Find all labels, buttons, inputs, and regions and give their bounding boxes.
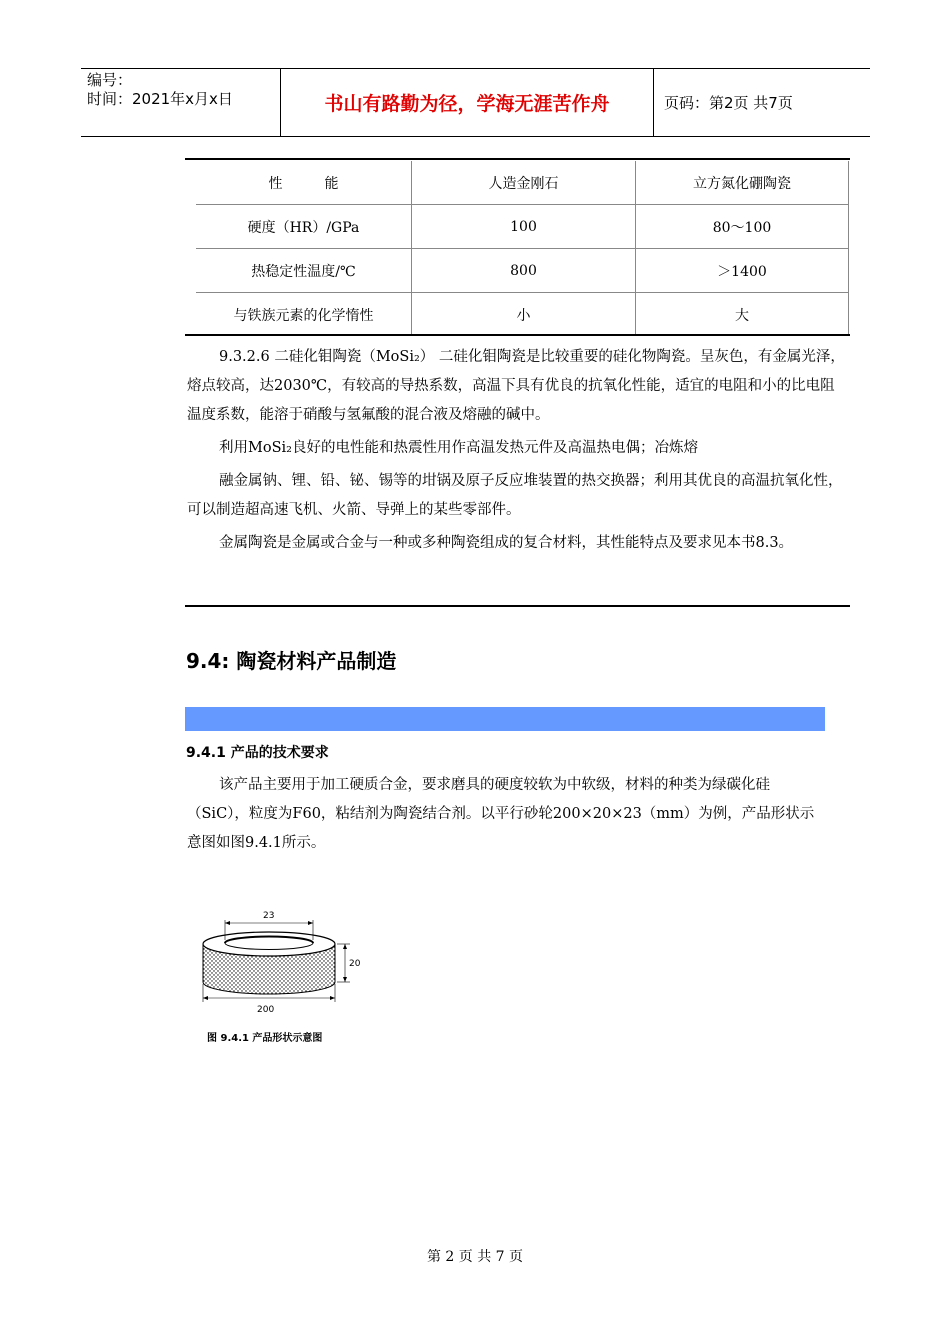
table-row xyxy=(196,205,849,249)
figure-caption: 图 9.4.1 产品形状示意图 xyxy=(207,1033,323,1044)
arrow-icon xyxy=(225,921,230,925)
table-cell: ＞1400 xyxy=(636,249,849,293)
dim-inner-label: 23 xyxy=(263,911,275,921)
arrow-icon xyxy=(308,921,313,925)
paragraph: 该产品主要用于加工硬质合金，要求磨具的硬度较软为中软级，材料的种类为绿碳化硅（SiC），粒度为F60，粘结剂为陶瓷结合剂。以平行砂轮200×20×23（mm）为例，产品形状示意图如图9.4.1所示。 xyxy=(187,777,815,851)
time-label: 时间：2021年x月x日 xyxy=(87,90,233,108)
header-meta xyxy=(81,69,281,136)
subsection-title: 9.4.1 产品的技术要求 xyxy=(186,745,329,761)
table-header-cell: 人造金刚石 xyxy=(412,161,636,205)
header-motto: 书山有路勤为径，学海无涯苦作舟 xyxy=(281,69,654,136)
table-cell: 大 xyxy=(636,293,849,337)
table-cell: 与铁族元素的化学惰性 xyxy=(196,293,412,337)
table-cell: 硬度（HR）/GPa xyxy=(196,205,412,249)
table-header-cell: 性 能 xyxy=(196,161,412,205)
table-header-row xyxy=(196,161,849,205)
section-title: 9.4: 陶瓷材料产品制造 xyxy=(186,649,397,673)
table-cell: 100 xyxy=(412,205,636,249)
tech-requirements xyxy=(187,771,827,858)
table-cell: 热稳定性温度/℃ xyxy=(196,249,412,293)
number-label: 编号： xyxy=(87,71,133,89)
table-cell: 800 xyxy=(412,249,636,293)
section-rule xyxy=(185,605,850,607)
header-page-label: 页码：第2页 共7页 xyxy=(664,94,793,112)
section-color-bar xyxy=(185,707,825,731)
figure-941 xyxy=(195,900,385,1044)
table-cell: 小 xyxy=(412,293,636,337)
page-footer: 第 2 页 共 7 页 xyxy=(426,1249,524,1265)
paragraph: 利用MoSi₂良好的电性能和热震性用作高温发热元件及高温热电偶；冶炼熔 xyxy=(219,440,698,456)
paragraph: 9.3.2.6 二硅化钼陶瓷（MoSi₂） 二硅化钼陶瓷是比较重要的硅化物陶瓷。呈灰色，有金属光泽，熔点较高，达2030℃，有较高的导热系数，高温下具有优良的抗氧化性能，适宜的电阻和小的比电阻温度系数，能溶于硝酸与氢氟酸的混合液及熔融的碱中。 xyxy=(187,349,845,423)
grinding-wheel-diagram xyxy=(195,900,385,1025)
table-cell: 80～100 xyxy=(636,205,849,249)
mosi2-section xyxy=(187,343,849,558)
page-header xyxy=(81,68,870,137)
arrow-icon xyxy=(330,996,335,1000)
table-header-cell: 立方氮化硼陶瓷 xyxy=(636,161,849,205)
table-row xyxy=(196,249,849,293)
paragraph: 金属陶瓷是金属或合金与一种或多种陶瓷组成的复合材料，其性能特点及要求见本书8.3。 xyxy=(219,535,794,551)
table-bottom-rule xyxy=(185,334,850,336)
arrow-icon xyxy=(203,996,208,1000)
arrow-icon xyxy=(343,977,347,982)
properties-table xyxy=(196,161,849,336)
table-row xyxy=(196,293,849,337)
table-top-rule xyxy=(185,158,850,160)
paragraph: 融金属钠、锂、铅、铋、锡等的坩锅及原子反应堆装置的热交换器；利用其优良的高温抗氧化性，可以制造超高速飞机、火箭、导弹上的某些零部件。 xyxy=(187,473,843,518)
dim-outer-label: 200 xyxy=(257,1005,275,1015)
arrow-icon xyxy=(343,944,347,949)
dim-height-label: 20 xyxy=(349,959,361,969)
